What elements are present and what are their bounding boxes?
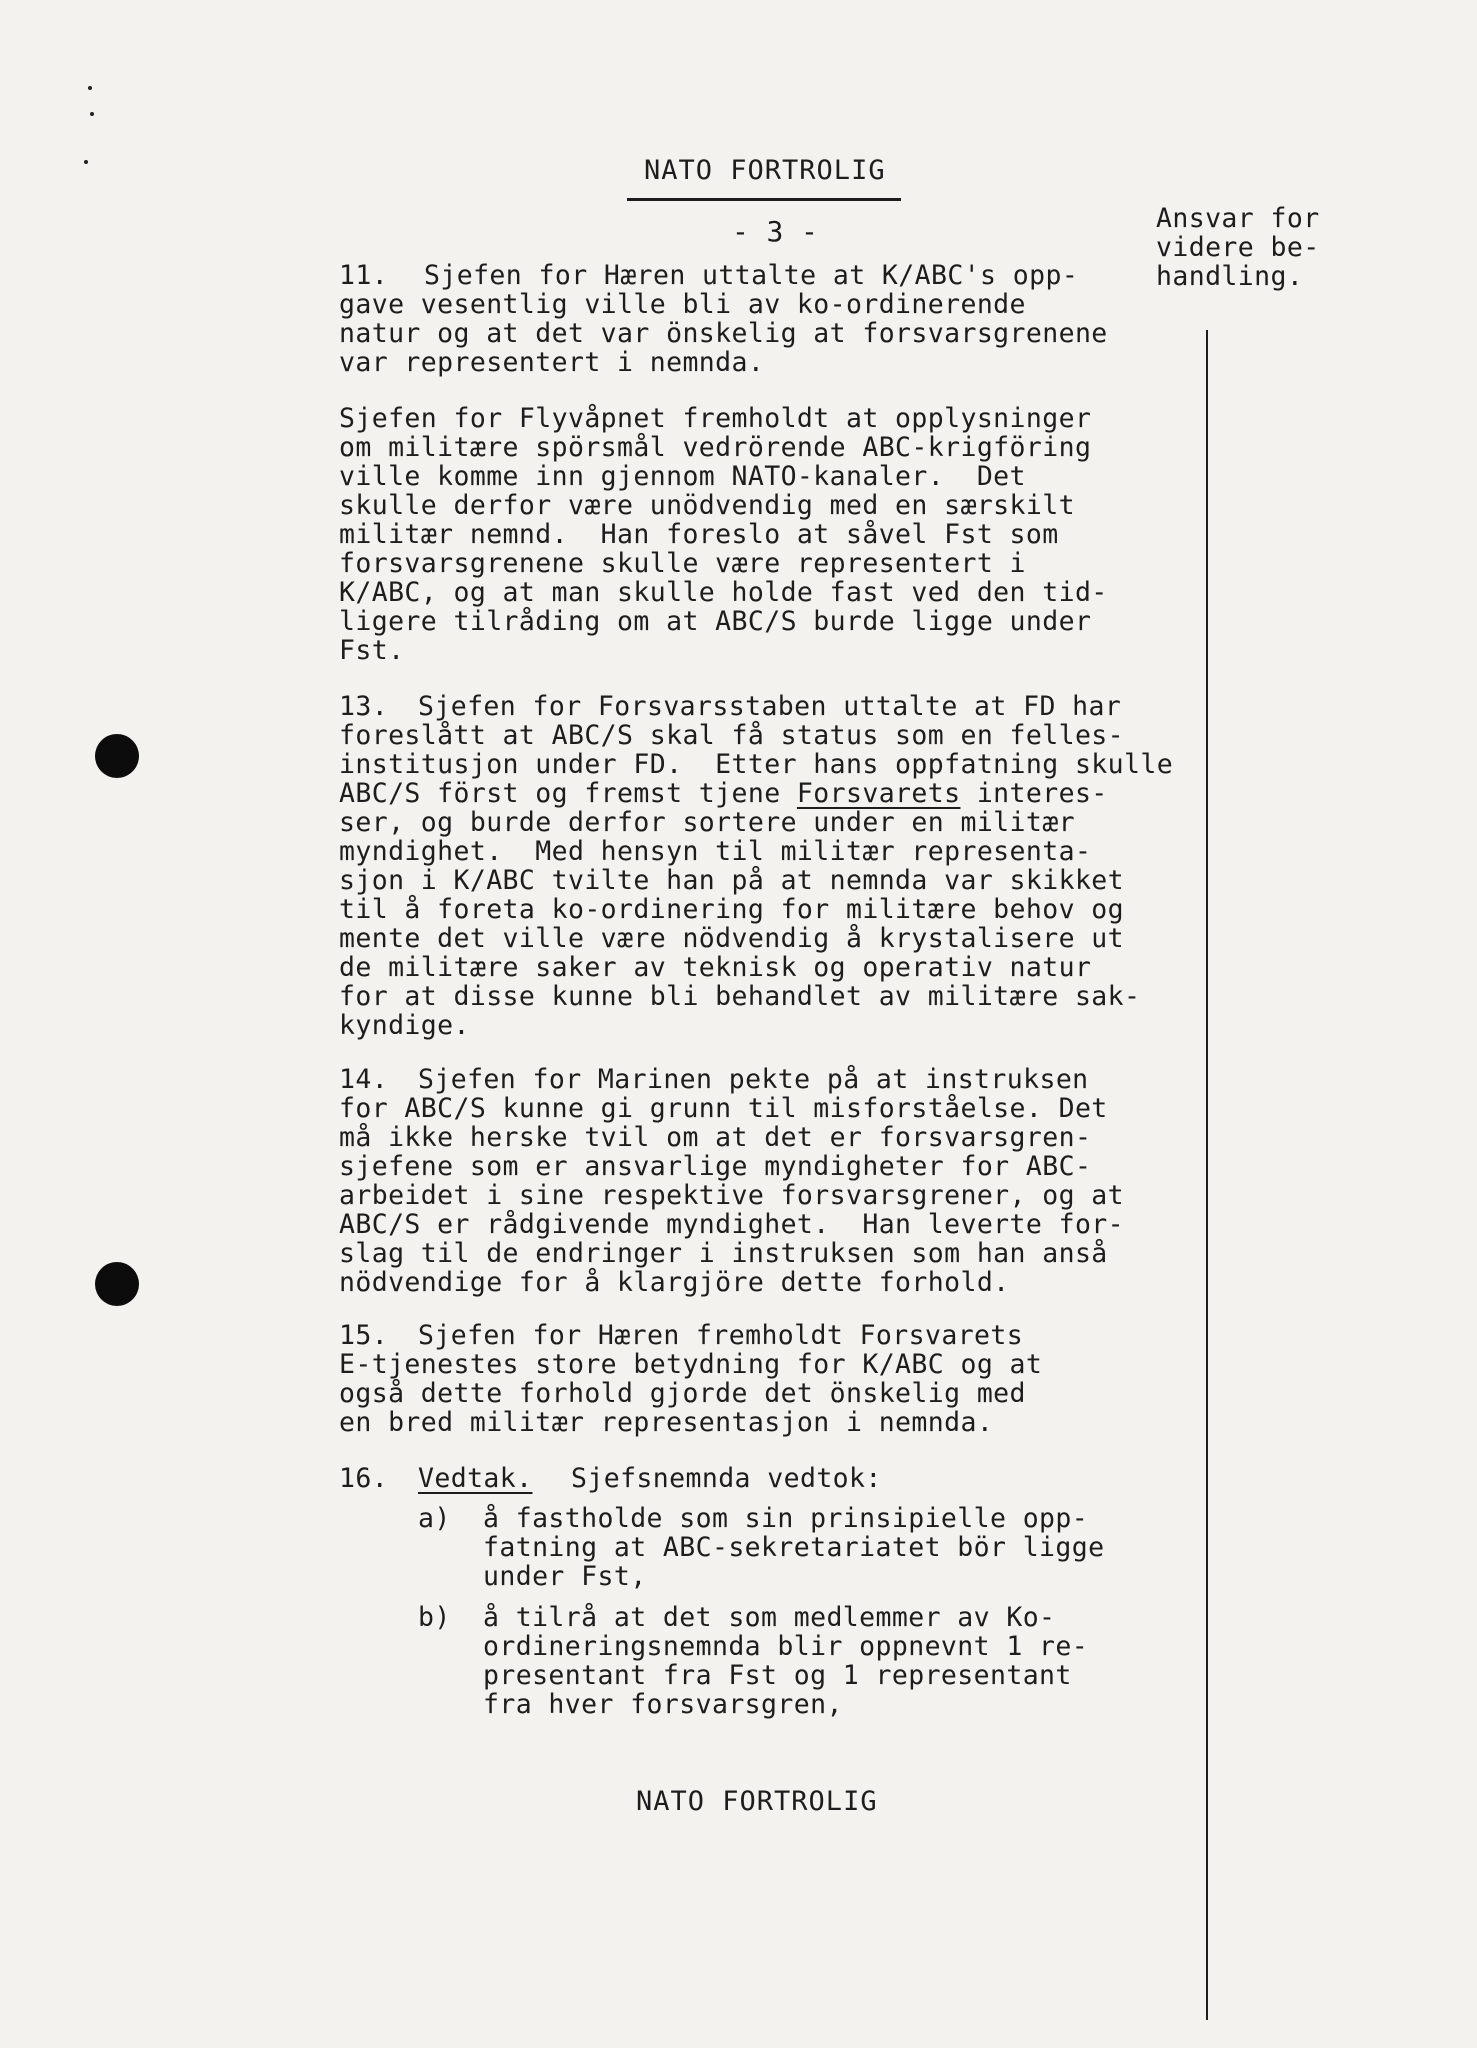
paragraph-line: ser, og burde derfor sortere under en militær bbox=[339, 807, 1075, 838]
paragraph-line: en bred militær representasjon i nemnda. bbox=[339, 1407, 994, 1438]
paragraph-line: til å foreta ko-ordinering for militære behov og bbox=[339, 894, 1125, 925]
paragraph-line: sjefene som er ansvarlige myndigheter for ABC- bbox=[339, 1151, 1092, 1182]
list-item-line: å fastholde som sin prinsipielle opp- bbox=[483, 1503, 1089, 1534]
underlined-word: Forsvarets bbox=[796, 778, 961, 809]
list-item-line: under Fst, bbox=[483, 1561, 647, 1592]
paragraph-line: nödvendige for å klargjöre dette forhold. bbox=[339, 1267, 1010, 1298]
paragraph-number: 14. bbox=[339, 1064, 389, 1095]
decision-heading: Vedtak. bbox=[418, 1463, 533, 1494]
paragraph-number: 13. bbox=[339, 691, 389, 722]
paragraph-line: Sjefen for Forsvarsstaben uttalte at FD har bbox=[418, 691, 1122, 722]
text-run: ABC/S först og fremst tjene bbox=[339, 778, 797, 809]
paragraph-line: militær nemnd. Han foreslo at såvel Fst som bbox=[339, 519, 1059, 550]
scan-mark bbox=[90, 112, 94, 116]
header-rule bbox=[627, 198, 901, 201]
paragraph-line: institusjon under FD. Etter hans oppfatning skulle bbox=[339, 749, 1174, 780]
paragraph-line: natur og at det var önskelig at forsvarsgrenene bbox=[339, 318, 1108, 349]
paragraph-line: arbeidet i sine respektive forsvarsgrener, og at bbox=[339, 1180, 1125, 1211]
paragraph-line: ligere tilråding om at ABC/S burde ligge under bbox=[339, 606, 1092, 637]
paragraph-line: også dette forhold gjorde det önskelig med bbox=[339, 1378, 1026, 1409]
paragraph-line: for at disse kunne bli behandlet av militære sak- bbox=[339, 981, 1141, 1012]
paragraph-number: 15. bbox=[339, 1320, 389, 1351]
paragraph-line: skulle derfor være unödvendig med en særskilt bbox=[339, 490, 1075, 521]
paragraph-line: Sjefen for Hæren uttalte at K/ABC's opp- bbox=[424, 260, 1079, 291]
paragraph-line: ABC/S er rådgivende myndighet. Han leverte for- bbox=[339, 1209, 1125, 1240]
paragraph-line: om militære spörsmål vedrörende ABC-krigföring bbox=[339, 432, 1092, 463]
paragraph-line: kyndige. bbox=[339, 1010, 470, 1041]
margin-note-line: videre be- bbox=[1156, 232, 1320, 263]
paragraph-line: forsvarsgrenene skulle være representert i bbox=[339, 548, 1026, 579]
page-number: - 3 - bbox=[732, 215, 819, 248]
paragraph-line: sjon i K/ABC tvilte han på at nemnda var skikket bbox=[339, 865, 1125, 896]
classification-footer: NATO FORTROLIG bbox=[636, 1786, 878, 1817]
punch-hole bbox=[95, 1262, 139, 1306]
list-label: a) bbox=[418, 1503, 451, 1534]
paragraph-line: Fst. bbox=[339, 635, 405, 666]
list-item-line: fatning at ABC-sekretariatet bör ligge bbox=[483, 1532, 1105, 1563]
paragraph-line: ville komme inn gjennom NATO-kanaler. Det bbox=[339, 461, 1026, 492]
scan-mark bbox=[88, 86, 92, 90]
paragraph-line: må ikke herske tvil om at det er forsvarsgren- bbox=[339, 1122, 1092, 1153]
paragraph-line: Sjefsnemnda vedtok: bbox=[571, 1463, 882, 1494]
paragraph-line: K/ABC, og at man skulle holde fast ved den tid- bbox=[339, 577, 1108, 608]
paragraph-line: E-tjenestes store betydning for K/ABC og at bbox=[339, 1349, 1043, 1380]
list-item-line: presentant fra Fst og 1 representant bbox=[483, 1660, 1072, 1691]
margin-rule bbox=[1206, 330, 1208, 2020]
paragraph-line: de militære saker av teknisk og operativ natur bbox=[339, 952, 1092, 983]
paragraph-line: Sjefen for Flyvåpnet fremholdt at opplysninger bbox=[339, 403, 1092, 434]
paragraph-line: for ABC/S kunne gi grunn til misforståelse. Det bbox=[339, 1093, 1108, 1124]
list-item-line: fra hver forsvarsgren, bbox=[483, 1689, 843, 1720]
margin-note-line: handling. bbox=[1156, 261, 1304, 292]
paragraph-line: var representert i nemnda. bbox=[339, 347, 765, 378]
paragraph-line: Sjefen for Marinen pekte på at instruksen bbox=[418, 1064, 1089, 1095]
text-run: interes- bbox=[960, 778, 1108, 809]
paragraph-line: myndighet. Med hensyn til militær representa- bbox=[339, 836, 1092, 867]
punch-hole bbox=[95, 734, 139, 778]
paragraph-line bbox=[339, 780, 1108, 809]
paragraph-line: gave vesentlig ville bli av ko-ordinerende bbox=[339, 289, 1026, 320]
list-item-line: å tilrå at det som medlemmer av Ko- bbox=[483, 1602, 1056, 1633]
margin-note-line: Ansvar for bbox=[1156, 203, 1320, 234]
paragraph-line: foreslått at ABC/S skal få status som en felles- bbox=[339, 720, 1125, 751]
list-label: b) bbox=[418, 1602, 451, 1633]
scan-mark bbox=[84, 160, 88, 164]
paragraph-line: slag til de endringer i instruksen som han anså bbox=[339, 1238, 1108, 1269]
classification-header: NATO FORTROLIG bbox=[644, 155, 886, 186]
paragraph-line: Sjefen for Hæren fremholdt Forsvarets bbox=[418, 1320, 1024, 1351]
paragraph-number: 16. bbox=[339, 1463, 389, 1494]
paragraph-number: 11. bbox=[339, 260, 389, 291]
paragraph-line: mente det ville være nödvendig å krystalisere ut bbox=[339, 923, 1125, 954]
list-item-line: ordineringsnemnda blir oppnevnt 1 re- bbox=[483, 1631, 1089, 1662]
